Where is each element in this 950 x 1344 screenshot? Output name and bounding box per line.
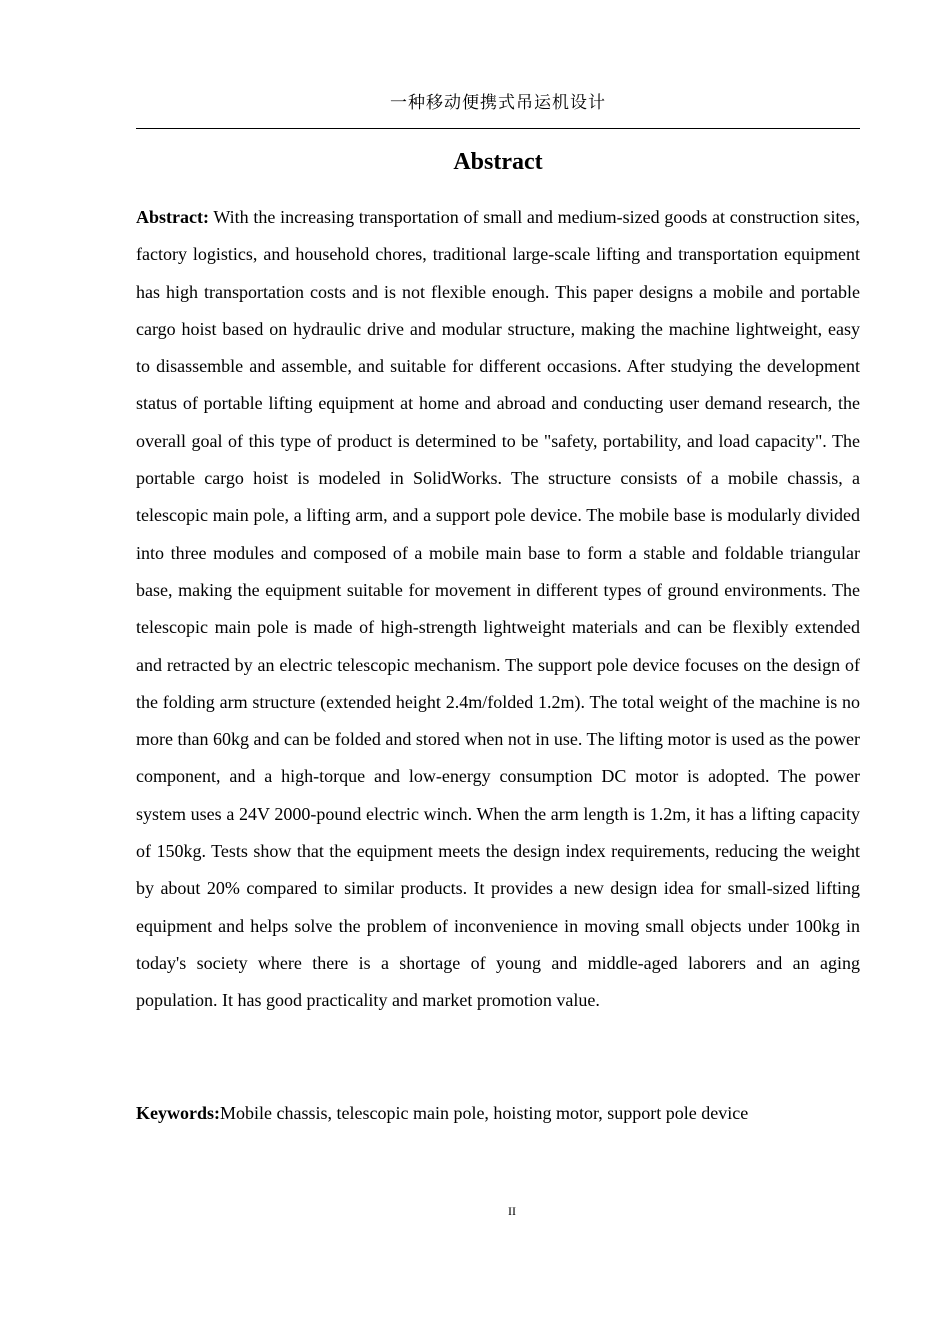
abstract-text: With the increasing transportation of small and medium-sized goods at construction sites, factory logistics, and household chores, traditional large-scale lifting and transportation equipment has high transportation costs and is not flexible enough. This paper designs a mobile and portable cargo hoist based on hydraulic drive and modular structure, making the machine lightweight, easy to disassemble and assemble, and suitable for different occasions. After studying the development status of portable lifting equipment at home and abroad and conducting user demand research, the overall goal of this type of product is determined to be "safety, portability, and load capacity". The portable cargo hoist is modeled in SolidWorks. The structure consists of a mobile chassis, a telescopic main pole, a lifting arm, and a support pole device. The mobile base is modularly divided into three modules and composed of a mobile main base to form a stable and foldable triangular base, making the equipment suitable for movement in different types of ground environments. The telescopic main pole is made of high-strength lightweight materials and can be flexibly extended and retracted by an electric telescopic mechanism. The support pole device focuses on the design of the folding arm structure (extended height 2.4m/folded 1.2m). The total weight of the machine is no more than 60kg and can be folded and stored when not in use. The lifting motor is used as the power component, and a high-torque and low-energy consumption DC motor is adopted. The power system uses a 24V 2000-pound electric winch. When the arm length is 1.2m, it has a lifting capacity of 150kg. Tests show that the equipment meets the design index requirements, reducing the weight by about 20% compared to similar products. It provides a new design idea for small-sized lifting equipment and helps solve the problem of inconvenience in moving small objects under 100kg in today's society where there is a shortage of young and middle-aged laborers and an aging population. It has good practicality and market promotion value. bbox=[136, 207, 860, 1011]
keywords-label: Keywords: bbox=[136, 1103, 220, 1123]
keywords-line bbox=[136, 1095, 860, 1132]
keywords-text: Mobile chassis, telescopic main pole, hoisting motor, support pole device bbox=[220, 1103, 749, 1123]
header-divider bbox=[136, 128, 860, 129]
abstract-label: Abstract: bbox=[136, 207, 209, 227]
running-header: 一种移动便携式吊运机设计 bbox=[390, 93, 606, 113]
abstract-paragraph bbox=[136, 199, 860, 1020]
page-number: II bbox=[508, 1204, 516, 1218]
section-title: Abstract bbox=[453, 149, 543, 175]
